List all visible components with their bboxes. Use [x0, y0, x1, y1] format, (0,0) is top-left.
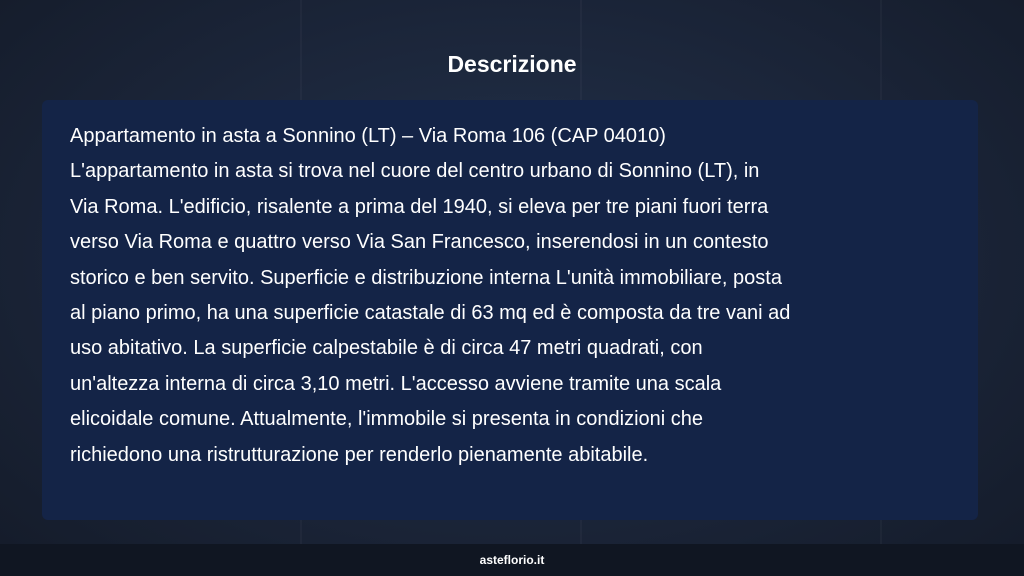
- description-line: verso Via Roma e quattro verso Via San Francesco, inserendosi in un contesto: [70, 231, 769, 254]
- description-line: L'appartamento in asta si trova nel cuore del centro urbano di Sonnino (LT), in: [70, 160, 760, 183]
- page-title: Descrizione: [447, 51, 577, 77]
- description-line: al piano primo, ha una superficie catastale di 63 mq ed è composta da tre vani ad: [70, 302, 791, 325]
- description-card: [42, 100, 978, 520]
- description-line: un'altezza interna di circa 3,10 metri. L'accesso avviene tramite una scala: [70, 372, 722, 395]
- description-line: storico e ben servito. Superficie e distribuzione interna L'unità immobiliare, posta: [70, 266, 782, 289]
- description-line: elicoidale comune. Attualmente, l'immobile si presenta in condizioni che: [70, 408, 704, 431]
- description-line: Via Roma. L'edificio, risalente a prima del 1940, si eleva per tre piani fuori terra: [70, 195, 769, 218]
- description-line: uso abitativo. La superficie calpestabile è di circa 47 metri quadrati, con: [70, 337, 703, 360]
- description-line: richiedono una ristrutturazione per renderlo pienamente abitabile.: [70, 443, 649, 466]
- footer-site-label: asteflorio.it: [0, 544, 1024, 576]
- description-line: Appartamento in asta a Sonnino (LT) – Via Roma 106 (CAP 04010): [70, 125, 666, 147]
